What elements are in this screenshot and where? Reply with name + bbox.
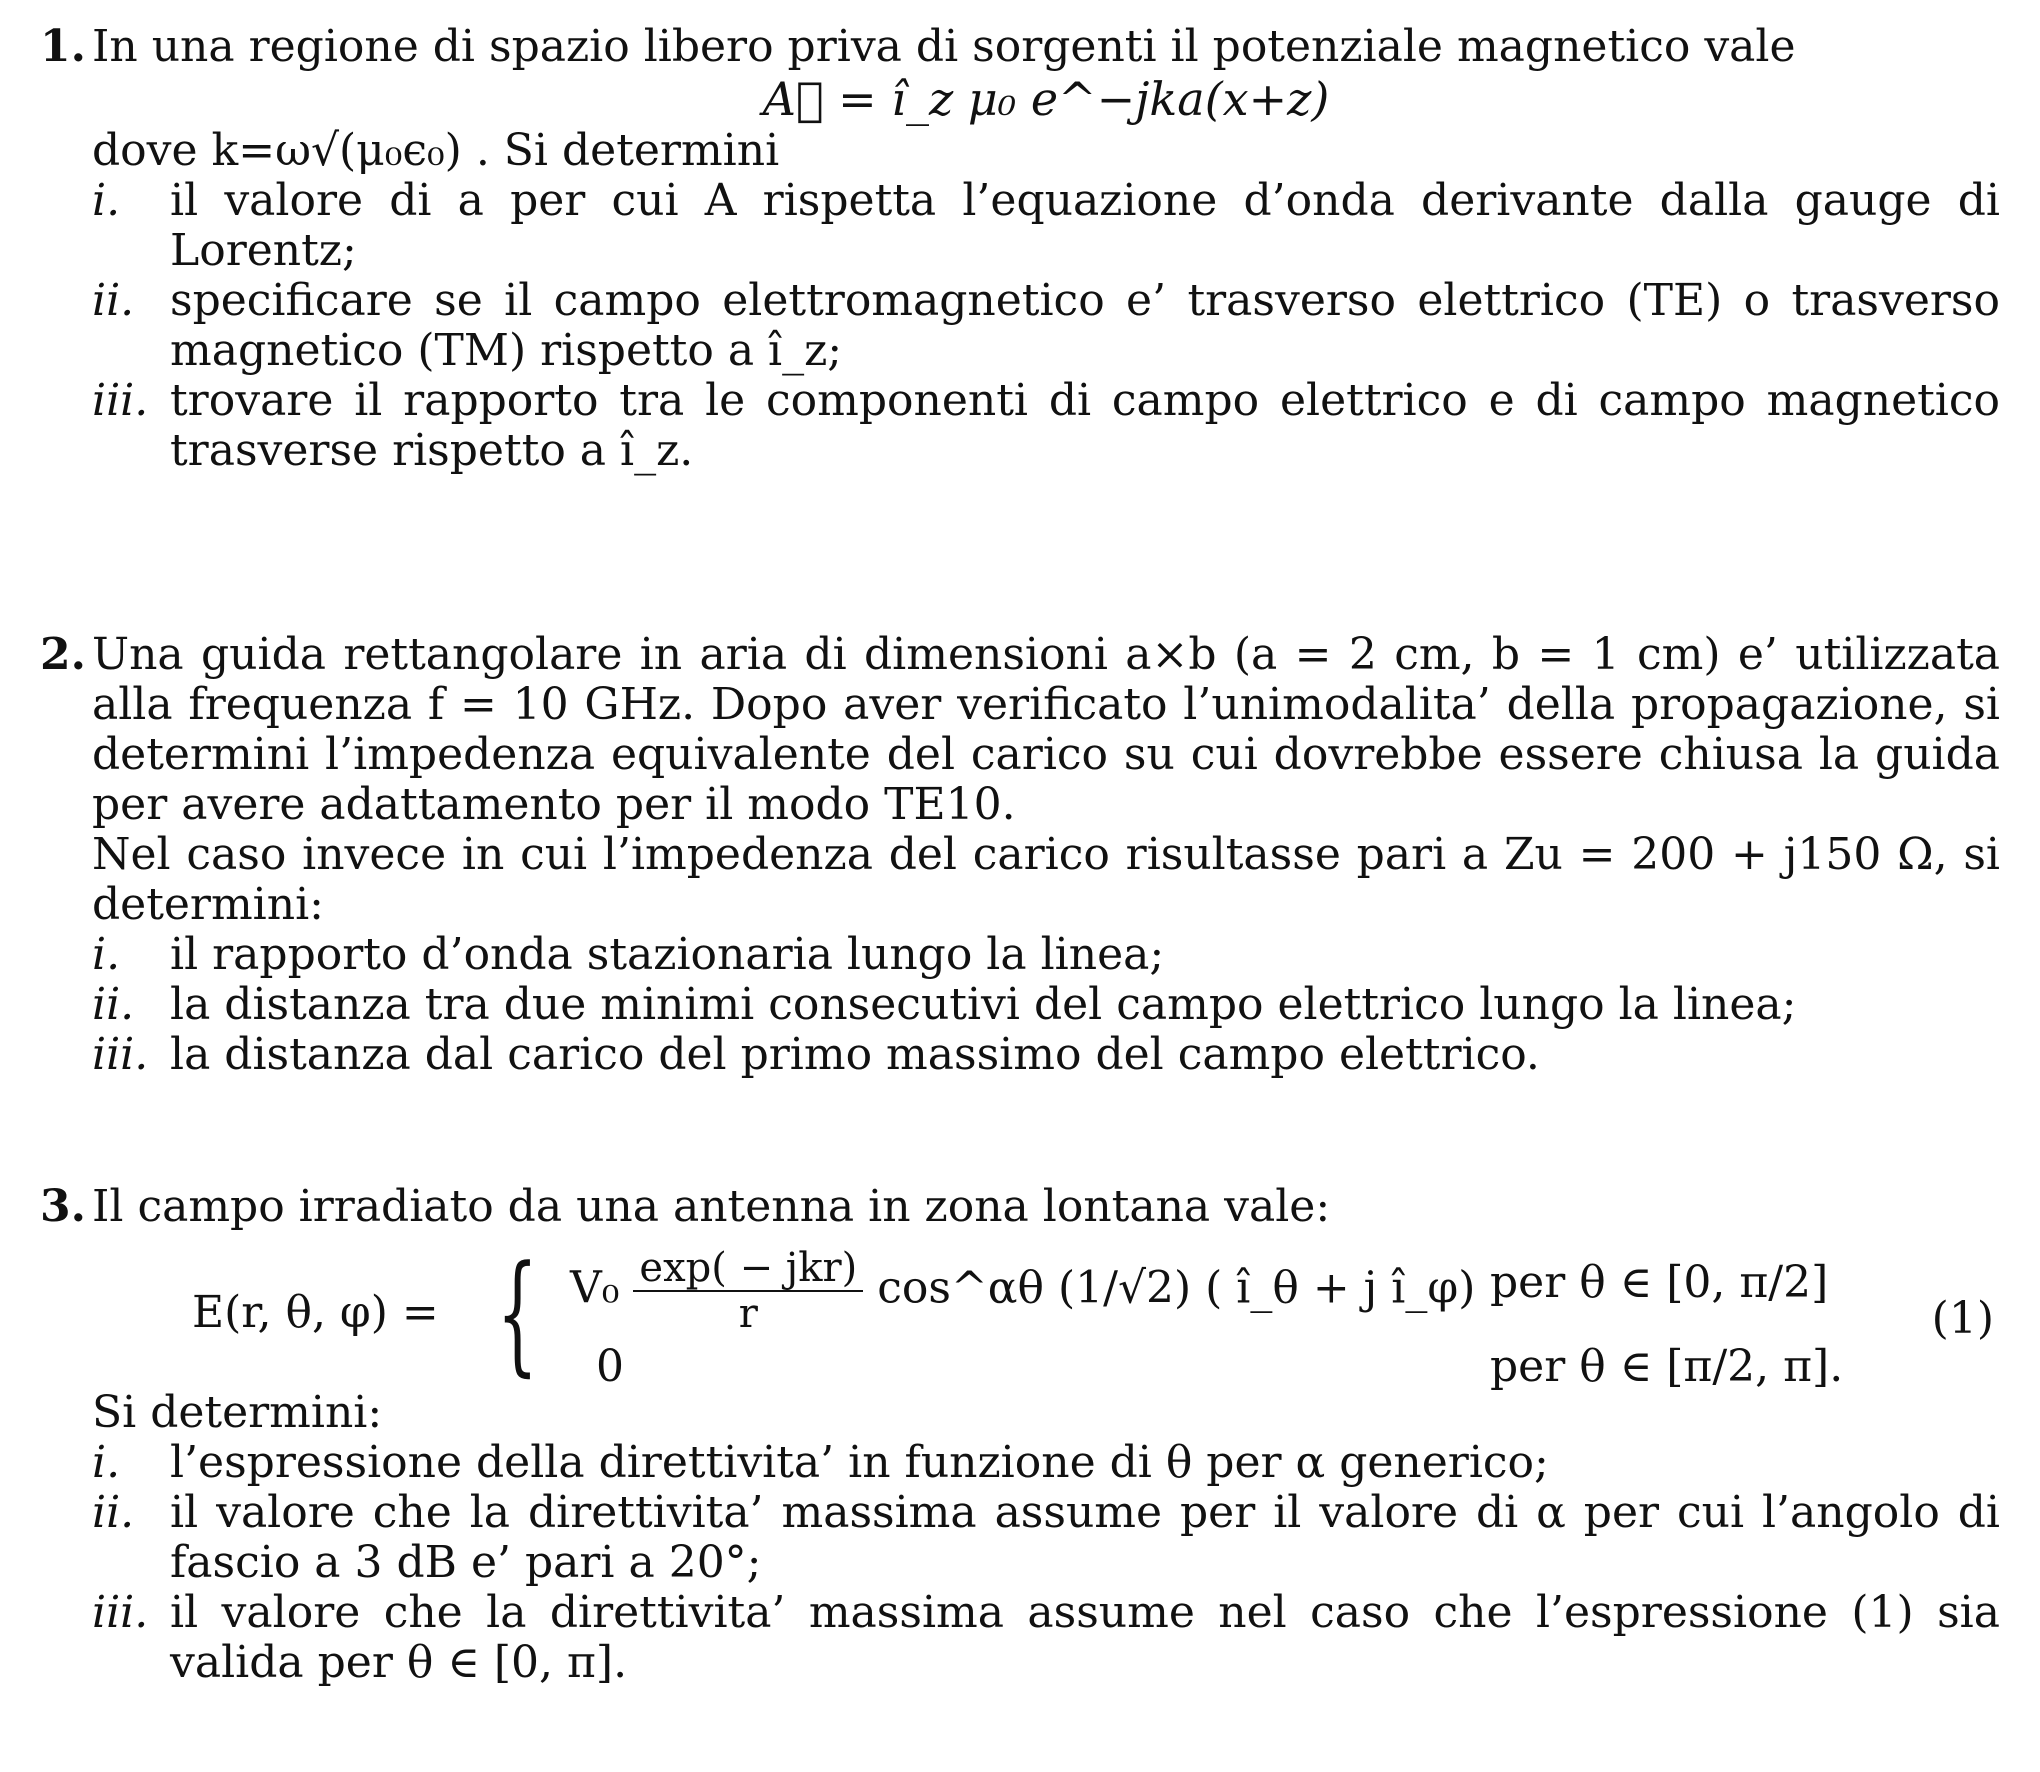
item-label: i. [92,1437,121,1488]
numerator: exp( − jkr) [633,1246,863,1292]
list-item [92,276,2000,376]
list-item [92,1588,2000,1688]
piecewise-equation [40,1237,2000,1392]
denominator: r [738,1291,758,1337]
equation-case-1 [570,1246,1475,1336]
item-label: ii. [92,275,135,326]
item-text: trovare il rapporto tra le componenti di campo elettrico e di campo magnetico trasverse rispetto a î_z. [170,375,2000,476]
item-text: il valore che la direttivita’ massima assume nel caso che l’espressione (1) sia valida per θ ∈ [0, π]. [170,1587,2000,1688]
list-item [92,376,2000,476]
equation-lhs: E(r, θ, φ) = [192,1287,439,1338]
item-label: iii. [92,375,149,426]
problem-3 [40,1182,2000,1688]
list-item [92,1030,2000,1080]
item-text: il valore di a per cui A rispetta l’equazione d’onda derivante dalla gauge di Lorentz; [170,175,2000,276]
item-label: iii. [92,1587,149,1638]
problem-after: Si determini: [92,1387,383,1438]
equation-number: (1) [1931,1293,1994,1344]
problem-1 [40,22,2000,476]
list-item [92,1438,2000,1488]
item-text: la distanza tra due minimi consecutivi del campo elettrico lungo la linea; [170,979,1797,1030]
problem-intro: Il campo irradiato da una antenna in zona lontana vale: [92,1181,1331,1232]
problem-2 [40,630,2000,1080]
fraction [633,1246,863,1336]
problem-number: 2. [40,629,86,680]
item-text: la distanza dal carico del primo massimo del campo elettrico. [170,1029,1540,1080]
condition-1: per θ ∈ [0, π/2] [1490,1257,1829,1308]
item-label: ii. [92,979,135,1030]
list-item [92,176,2000,276]
problem-paragraph: Nel caso invece in cui l’impedenza del carico risultasse pari a Zu = 200 + j150 Ω, si determini: [92,829,2000,930]
equation-case-2: 0 [596,1341,624,1392]
item-label: i. [92,175,121,226]
formula-note: dove k=ω√(μ₀ϵ₀) . Si determini [92,125,780,176]
problem-intro: In una regione di spazio libero priva di sorgenti il potenziale magnetico vale [92,21,1796,72]
case1-suffix: cos^αθ (1/√2) ( î_θ + j î_φ) [877,1262,1476,1314]
item-text: il valore che la direttivita’ massima assume per il valore di α per cui l’angolo di fascio a 3 dB e’ pari a 20°; [170,1487,2000,1588]
item-text: specificare se il campo elettromagnetico e’ trasverso elettrico (TE) o trasverso magnetico (TM) rispetto a î_z; [170,275,2000,376]
problem-number: 1. [40,21,86,72]
list-item [92,1488,2000,1588]
case1-prefix: V₀ [570,1262,620,1314]
formula: A⃗ = î_z μ₀ e^−jka(x+z) [762,72,1330,126]
problem-number: 3. [40,1181,86,1232]
list-item [92,930,2000,980]
condition-2: per θ ∈ [π/2, π]. [1490,1341,1844,1392]
item-label: ii. [92,1487,135,1538]
item-text: il rapporto d’onda stazionaria lungo la linea; [170,929,1165,980]
item-label: i. [92,929,121,980]
problem-paragraph: Una guida rettangolare in aria di dimensioni a×b (a = 2 cm, b = 1 cm) e’ utilizzata alla frequenza f = 10 GHz. Dopo aver verificato l’unimodalita’ della propagazione, si determini l’impedenza equivalente del carico su cui dovrebbe essere chiusa la guida per avere adattamento per il modo TE10. [92,629,2000,830]
item-text: l’espressione della direttivita’ in funzione di θ per α generico; [170,1437,1549,1488]
brace: { [496,1237,539,1389]
list-item [92,980,2000,1030]
item-label: iii. [92,1029,149,1080]
